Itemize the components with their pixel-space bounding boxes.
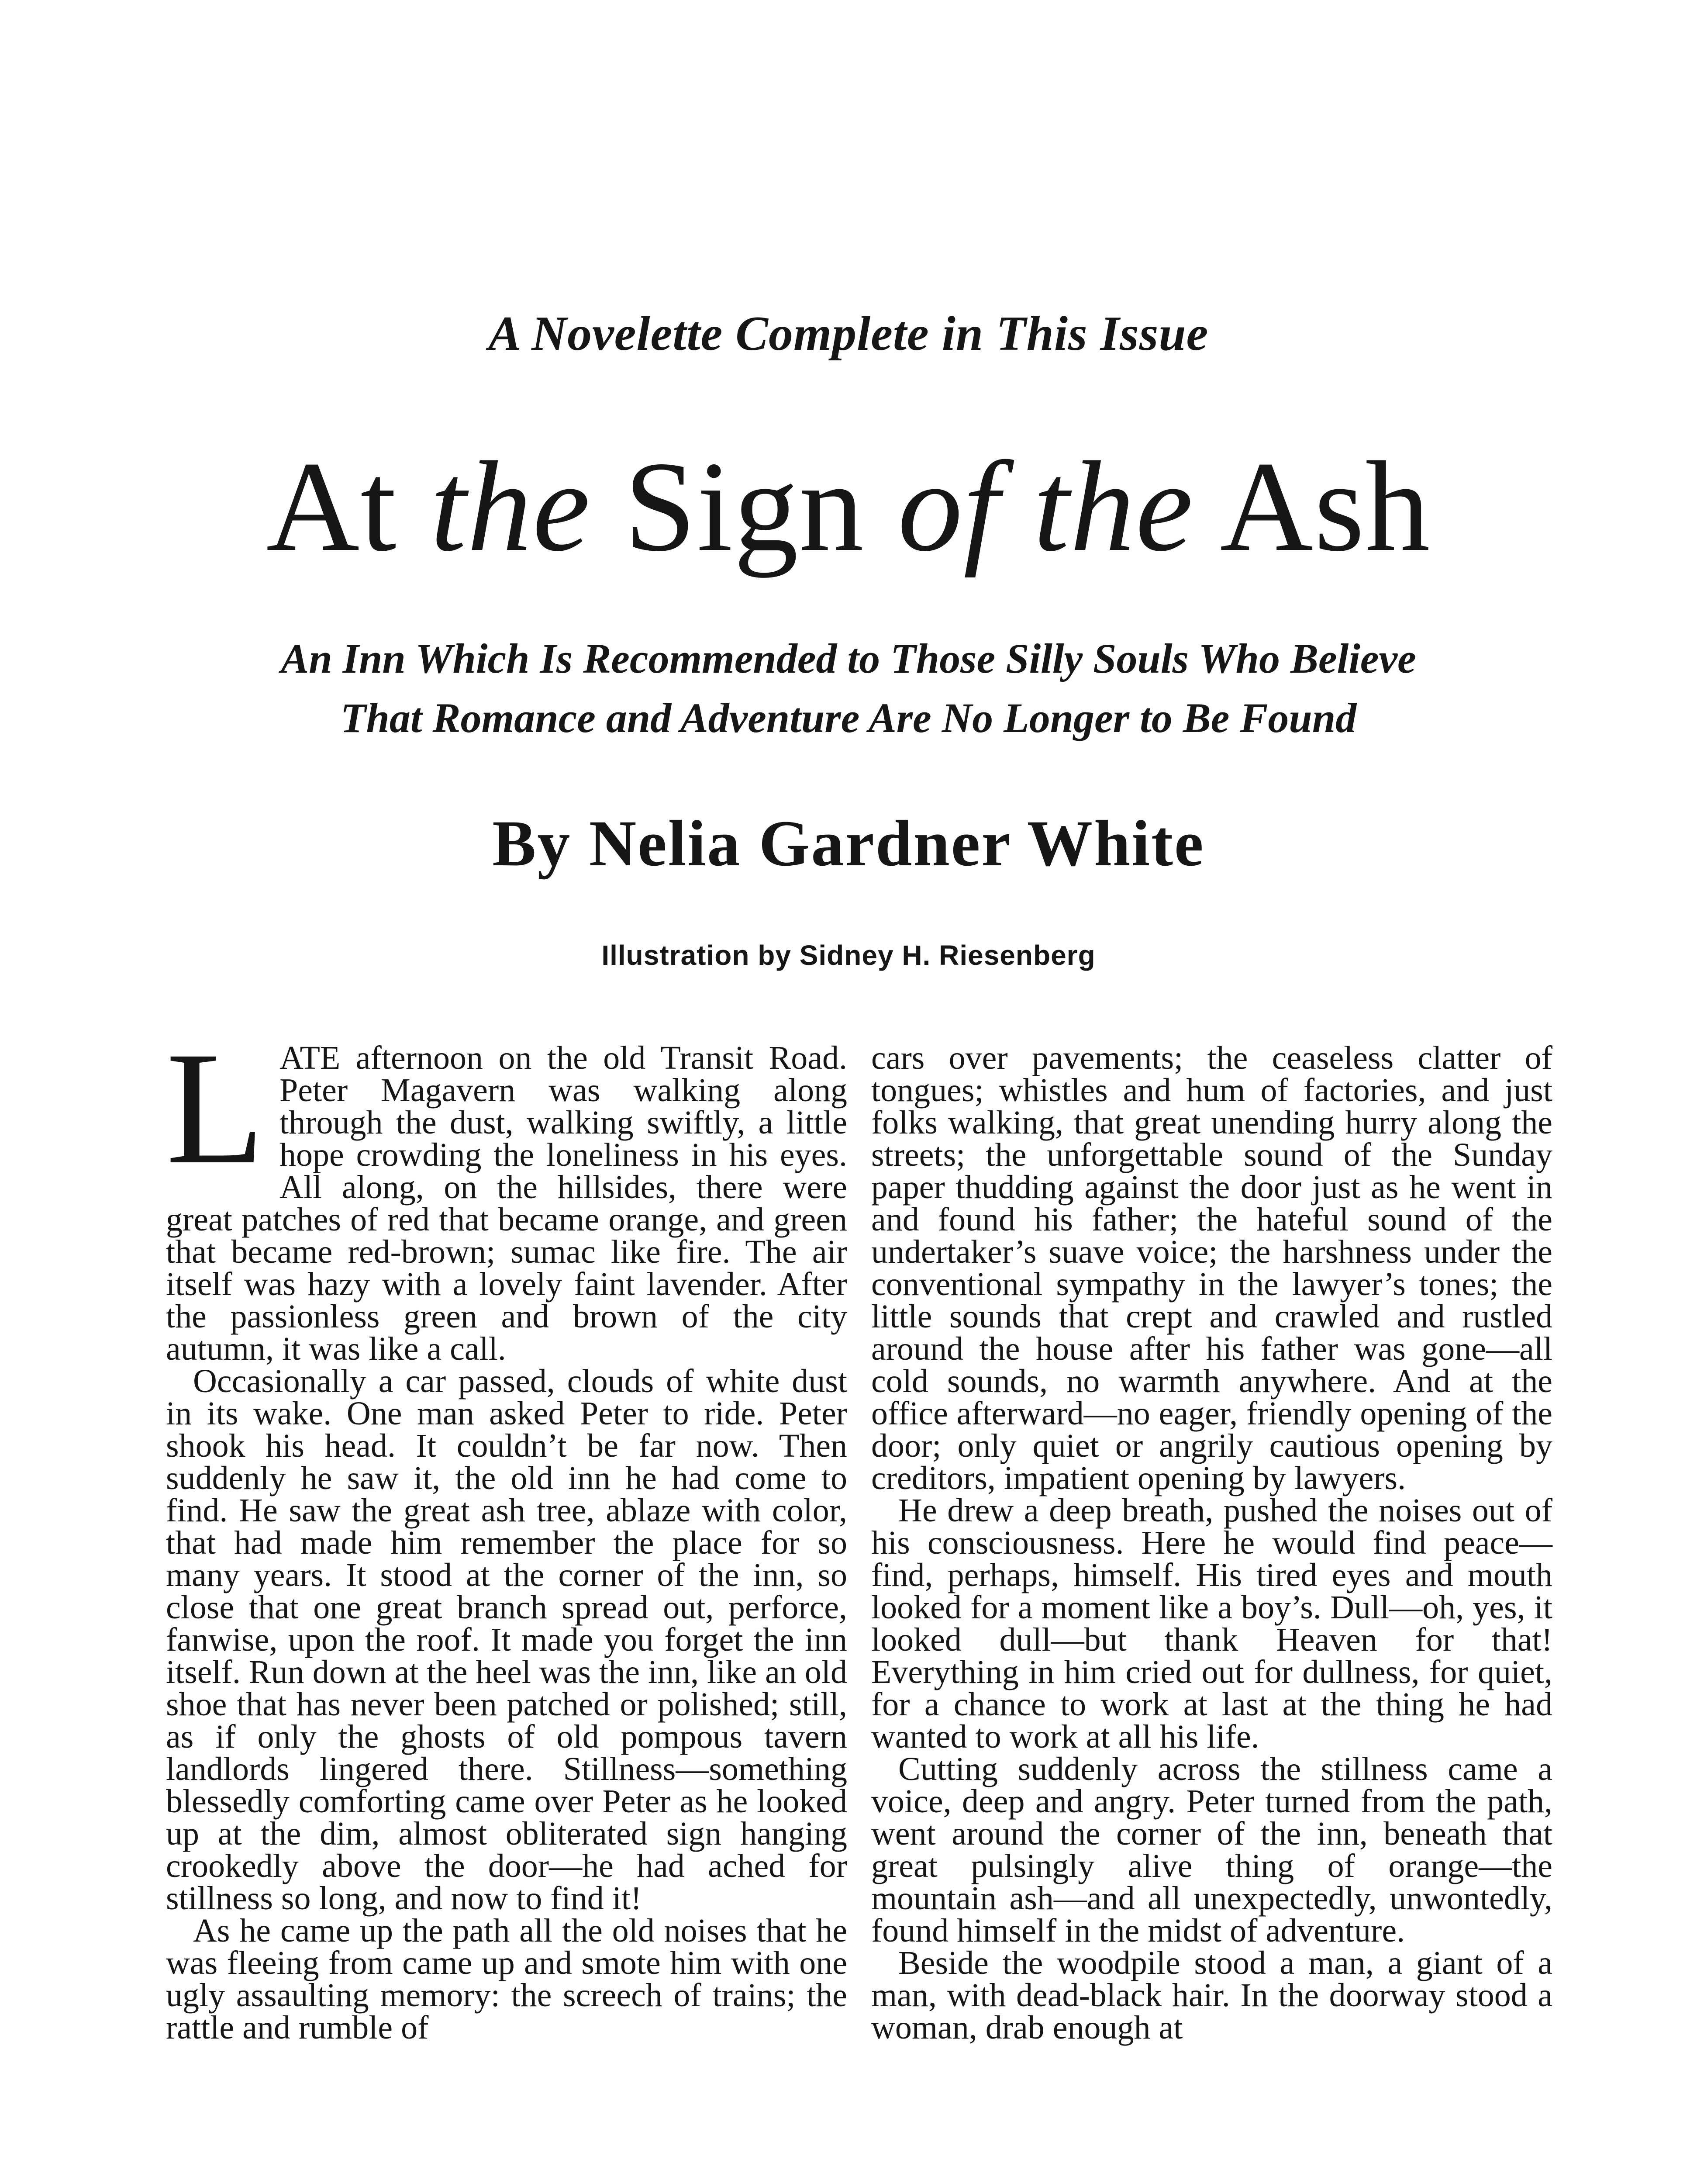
paragraph: Beside the woodpile stood a man, a giant of a man, with dead-black hair. In the doorway stood a woman, drab enough at [871, 1945, 1552, 2046]
right-column [871, 1042, 1552, 2044]
illustration-credit: Illustration by Sidney H. Riesenberg [601, 940, 1096, 971]
drop-cap: L [166, 1019, 265, 1198]
article-title [0, 432, 1697, 581]
article-subtitle [0, 629, 1697, 748]
subtitle-line: An Inn Which Is Recommended to Those Silly Souls Who Believe [281, 635, 1416, 682]
paragraph: He drew a deep breath, pushed the noises out of his consciousness. Here he would find peace—find, perhaps, himself. His tired eyes and mouth looked for a moment like a boy’s. Dull—oh, yes, it looked dull—but thank Heaven for that! Everything in him cried out for dullness, for quiet, for a chance to work at last at the thing he had wanted to work at all his life. [871, 1492, 1552, 1755]
paragraph-text: ATE afternoon on the old Transit Road. Peter Magavern was walking along through the dust, walking swiftly, a little hope crowding the loneliness in his eyes. All along, on the hillsides, there were great patches of red that became orange, and green that became red-brown; sumac like fire. The air itself was hazy with a lovely faint lavender. After the passionless green and brown of the city autumn, it was like a call. [166, 1040, 847, 1367]
title-word: Ash [1220, 435, 1431, 578]
paragraph [166, 1019, 847, 1367]
paragraph: cars over pavements; the ceaseless clatter of tongues; whistles and hum of factories, and just folks walking, that great unending hurry along the streets; the unforgettable sound of the Sunday paper thudding against the door just as he went in and found his father; the hateful sound of the undertaker’s suave voice; the harshness under the conventional sympathy in the lawyer’s tones; the little sounds that crept and crawled and rustled around the house after his father was gone—all cold sounds, no warmth anywhere. And at the office afterward—no eager, friendly opening of the door; only quiet or angrily cautious opening by creditors, impatient opening by lawyers. [871, 1040, 1552, 1496]
paragraph: Occasionally a car passed, clouds of white dust in its wake. One man asked Peter to ride. Peter shook his head. It couldn’t be far now. Then suddenly he saw it, the old inn he had come to find. He saw the great ash tree, ablaze with color, that had made him remember the place for so many years. It stood at the corner of the inn, so close that one great branch spread out, perforce, fanwise, upon the roof. It made you forget the inn itself. Run down at the heel was the inn, like an old shoe that has never been patched or polished; still, as if only the ghosts of old pompous tavern landlords lingered there. Stillness—something blessedly comforting came over Peter as he looked up at the dim, almost obliterated sign hanging crookedly above the door—he had ached for stillness so long, and now to find it! [166, 1363, 847, 1917]
title-word: the [430, 435, 591, 578]
left-column [166, 1019, 847, 2046]
title-word: Sign [624, 435, 865, 578]
author-byline: By Nelia Gardner White [492, 807, 1205, 880]
paragraph: As he came up the path all the old noises that he was fleeing from came up and smote him with one ugly assaulting memory: the screech of trains; the rattle and rumble of [166, 1912, 847, 2046]
title-word: At [266, 435, 397, 578]
subtitle-line: That Romance and Adventure Are No Longer to Be Found [340, 695, 1357, 741]
title-word: of [897, 435, 1000, 578]
title-word: the [1033, 435, 1194, 578]
section-kicker: A Novelette Complete in This Issue [488, 307, 1209, 361]
paragraph: Cutting suddenly across the stillness came a voice, deep and angry. Peter turned from the path, went around the corner of the inn, beneath that great pulsingly alive thing of orange—the mountain ash—and all unexpectedly, unwontedly, found himself in the midst of adventure. [871, 1751, 1552, 1949]
